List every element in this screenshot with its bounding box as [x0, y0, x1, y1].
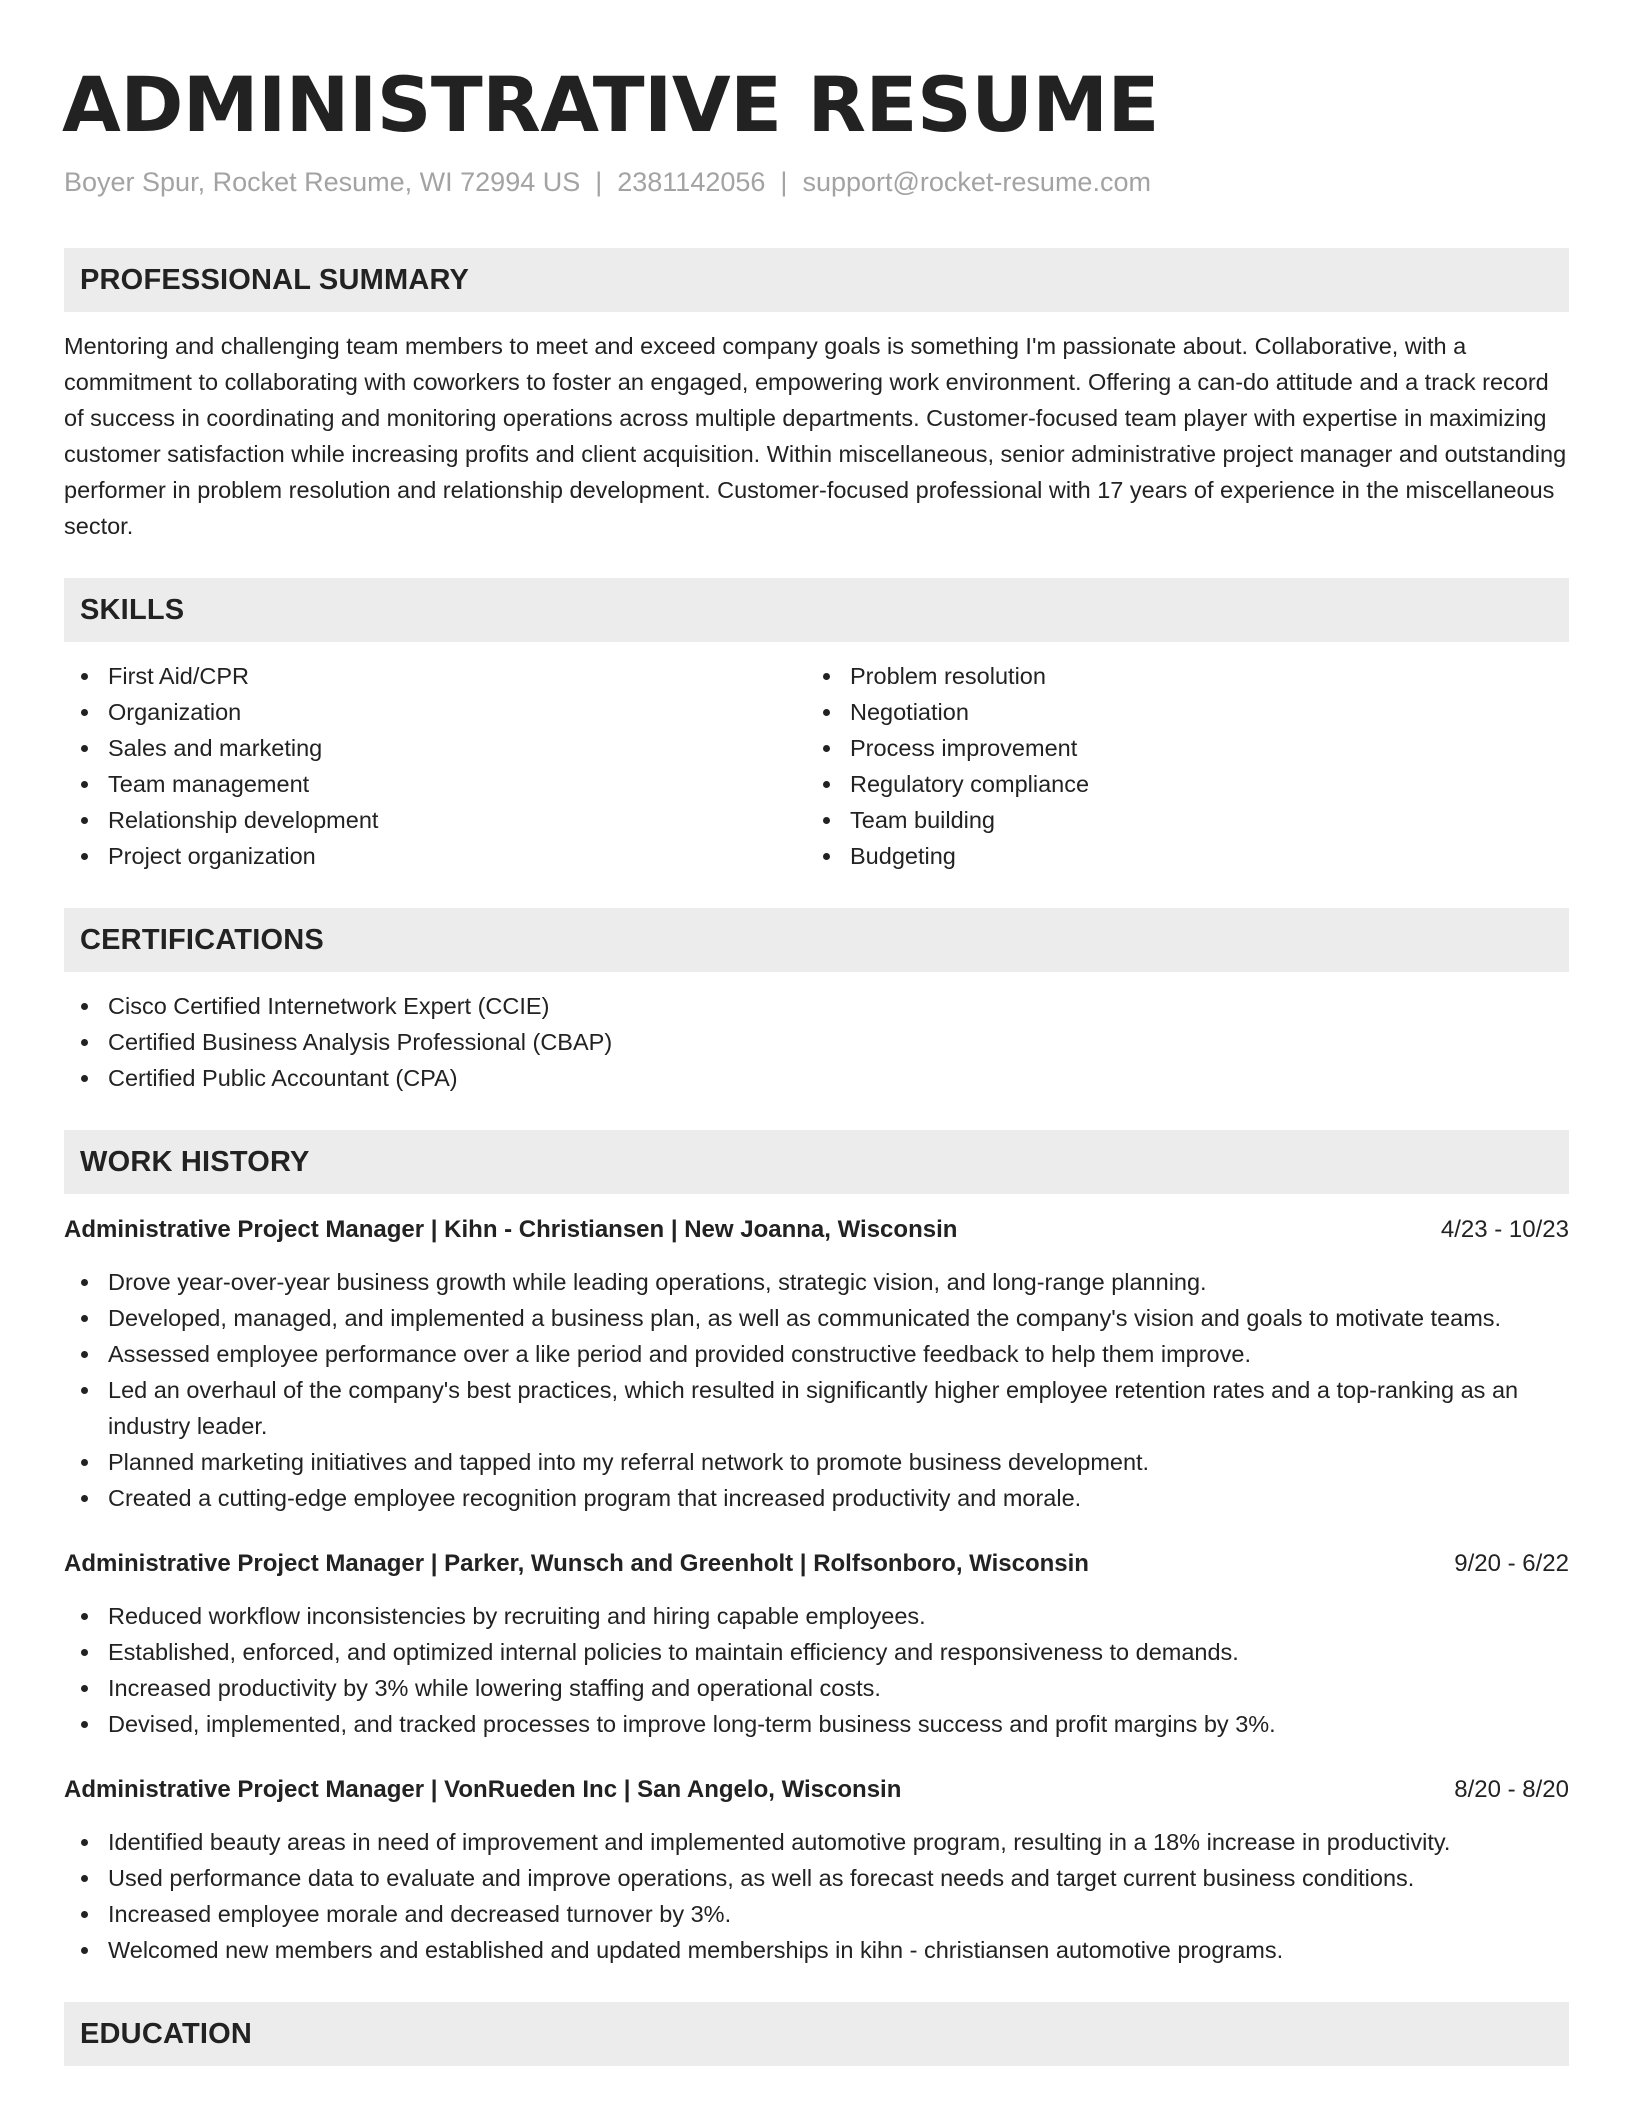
- job-title: Administrative Project Manager | VonRueden Inc | San Angelo, Wisconsin: [64, 1776, 902, 1803]
- job-dates: 9/20 - 6/22: [1454, 1550, 1569, 1577]
- job-bullet: Used performance data to evaluate and improve operations, as well as forecast needs and target current business conditions.: [64, 1860, 1569, 1896]
- skill-item: Team building: [806, 802, 1548, 838]
- summary-text: Mentoring and challenging team members to meet and exceed company goals is something I'm passionate about. Collaborative, with a commitment to collaborating with coworkers to foster an engaged, empowering work environment. Offering a can-do attitude and a track record of success in coordinating and monitoring operations across multiple departments. Customer-focused team player with expertise in maximizing customer satisfaction while increasing profits and client acquisition. Within miscellaneous, senior administrative project manager and outstanding performer in problem resolution and relationship development. Customer-focused professional with 17 years of experience in the miscellaneous sector.: [64, 333, 1567, 539]
- job-header: [64, 1772, 1569, 1808]
- section-heading-education: EDUCATION: [64, 2002, 1569, 2066]
- job-bullet: Created a cutting-edge employee recognition program that increased productivity and morale.: [64, 1480, 1569, 1516]
- contact-separator: |: [780, 167, 788, 197]
- job-bullet: Developed, managed, and implemented a business plan, as well as communicated the company's vision and goals to motivate teams.: [64, 1300, 1569, 1336]
- job-entry: [64, 1546, 1569, 1742]
- skill-item: Organization: [64, 694, 806, 730]
- skills-column-right: [806, 658, 1548, 874]
- skill-item: Sales and marketing: [64, 730, 806, 766]
- job-bullet: Identified beauty areas in need of improvement and implemented automotive program, resulting in a 18% increase in productivity.: [64, 1824, 1569, 1860]
- certification-item: Certified Public Accountant (CPA): [64, 1060, 1569, 1096]
- skill-item: Negotiation: [806, 694, 1548, 730]
- certification-item: Certified Business Analysis Professional (CBAP): [64, 1024, 1569, 1060]
- skill-item: Regulatory compliance: [806, 766, 1548, 802]
- certification-item: Cisco Certified Internetwork Expert (CCIE): [64, 988, 1569, 1024]
- section-heading-certifications: CERTIFICATIONS: [64, 908, 1569, 972]
- job-bullet: Increased productivity by 3% while lowering staffing and operational costs.: [64, 1670, 1569, 1706]
- job-bullet: Led an overhaul of the company's best practices, which resulted in significantly higher employee retention rates and a top-ranking as an industry leader.: [64, 1372, 1569, 1444]
- certifications-list: [64, 988, 1569, 1096]
- contact-separator: |: [595, 167, 603, 197]
- skill-item: Problem resolution: [806, 658, 1548, 694]
- section-heading-skills: SKILLS: [64, 578, 1569, 642]
- contact-phone: 2381142056: [617, 167, 766, 197]
- skill-item: First Aid/CPR: [64, 658, 806, 694]
- skill-item: Process improvement: [806, 730, 1548, 766]
- job-bullet: Increased employee morale and decreased turnover by 3%.: [64, 1896, 1569, 1932]
- skill-item: Project organization: [64, 838, 806, 874]
- job-header: [64, 1546, 1569, 1582]
- contact-address: Boyer Spur, Rocket Resume, WI 72994 US: [64, 167, 581, 197]
- section-heading-work-history: WORK HISTORY: [64, 1130, 1569, 1194]
- contact-line: [64, 167, 1569, 198]
- job-dates: 8/20 - 8/20: [1454, 1776, 1569, 1803]
- job-entry: [64, 1212, 1569, 1516]
- contact-email: support@rocket-resume.com: [802, 167, 1151, 197]
- job-title: Administrative Project Manager | Parker, Wunsch and Greenholt | Rolfsonboro, Wisconsin: [64, 1550, 1089, 1577]
- job-bullet: Assessed employee performance over a like period and provided constructive feedback to help them improve.: [64, 1336, 1569, 1372]
- job-dates: 4/23 - 10/23: [1440, 1216, 1569, 1243]
- job-header: [64, 1212, 1569, 1248]
- job-bullet: Planned marketing initiatives and tapped into my referral network to promote business development.: [64, 1444, 1569, 1480]
- job-title: Administrative Project Manager | Kihn - Christiansen | New Joanna, Wisconsin: [64, 1216, 958, 1243]
- skill-item: Relationship development: [64, 802, 806, 838]
- job-bullet: Devised, implemented, and tracked processes to improve long-term business success and profit margins by 3%.: [64, 1706, 1569, 1742]
- job-bullets: [64, 1264, 1569, 1516]
- skill-item: Budgeting: [806, 838, 1548, 874]
- job-bullets: [64, 1598, 1569, 1742]
- job-bullet: Drove year-over-year business growth while leading operations, strategic vision, and long-range planning.: [64, 1264, 1569, 1300]
- skills-column-left: [64, 658, 806, 874]
- job-entry: [64, 1772, 1569, 1968]
- job-bullet: Welcomed new members and established and updated memberships in kihn - christiansen automotive programs.: [64, 1932, 1569, 1968]
- section-heading-summary: PROFESSIONAL SUMMARY: [64, 248, 1569, 312]
- skills-list: [64, 658, 1569, 874]
- job-bullets: [64, 1824, 1569, 1968]
- job-bullet: Reduced workflow inconsistencies by recruiting and hiring capable employees.: [64, 1598, 1569, 1634]
- resume-title: ADMINISTRATIVE RESUME: [62, 60, 1159, 149]
- skill-item: Team management: [64, 766, 806, 802]
- job-bullet: Established, enforced, and optimized internal policies to maintain efficiency and responsiveness to demands.: [64, 1634, 1569, 1670]
